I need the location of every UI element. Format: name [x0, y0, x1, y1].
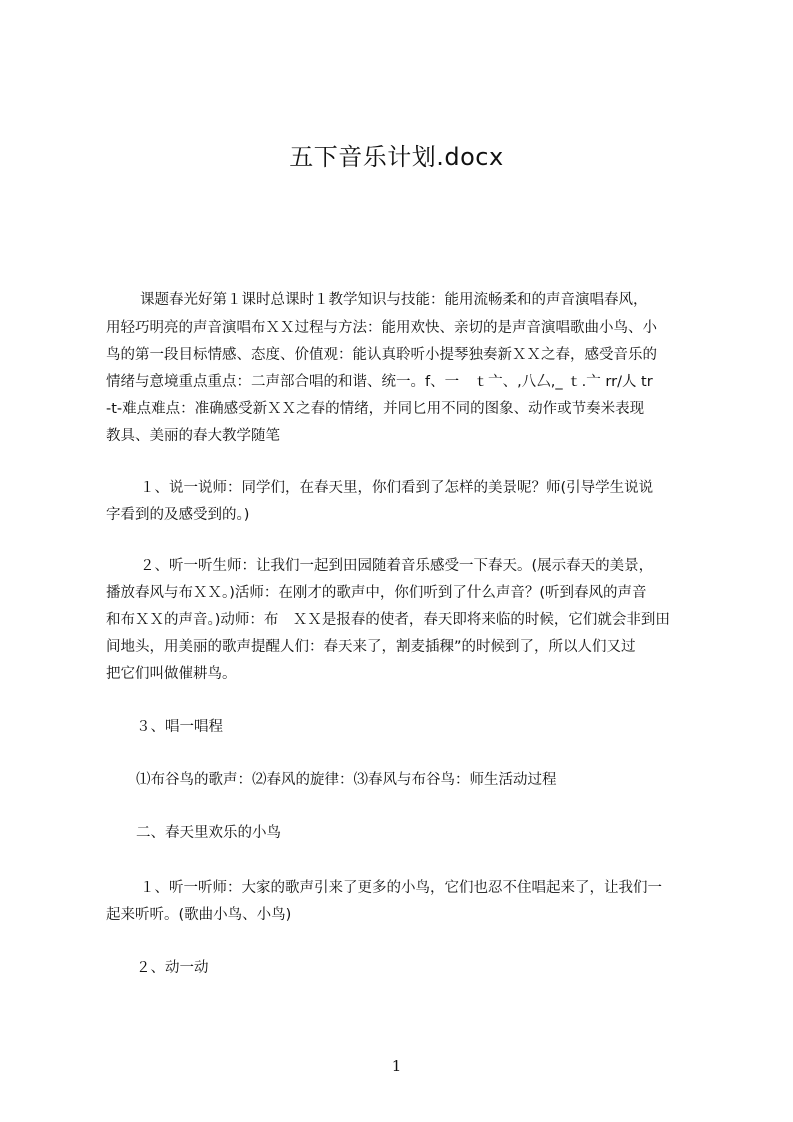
paragraph-line: 课题春光好第１课时总课时１教学知识与技能：能用流畅柔和的声音演唱春风，	[140, 292, 648, 308]
paragraph-line: 教具、美丽的春大教学随笔	[106, 428, 280, 444]
paragraph-line: 用轻巧明亮的声音演唱布ＸＸ过程与方法：能用欢快、亲切的是声音演唱歌曲小鸟、小	[106, 320, 657, 336]
paragraph-line: 字看到的及感受到的。)	[106, 507, 250, 523]
paragraph-line: 鸟的第一段目标情感、态度、价值观：能认真聆听小提琴独奏新ＸＸ之春，感受音乐的	[106, 347, 657, 363]
paragraph-line: ２、听一听生师：让我们一起到田园随着音乐感受一下春天。(展示春天的美景，	[140, 558, 654, 574]
paragraph-line: 间地头，用美丽的歌声提醒人们：春天来了，割麦插稞”的时候到了，所以人们又过	[106, 639, 636, 655]
paragraph-line: １、说一说师：同学们，在春天里，你们看到了怎样的美景呢？师(引导学生说说	[140, 480, 654, 496]
page-number: 1	[391, 1057, 402, 1075]
document-title: 五下音乐计划.docx	[289, 143, 504, 171]
paragraph-line: -t-难点难点：准确感受新ＸＸ之春的情绪，并同匕用不同的图象、动作或节奏米表现	[106, 401, 645, 417]
paragraph-line: 情绪与意境重点重点：二声部合唱的和谐、统一。f、一 ｔ亠、,八厶,_ ｔ.亠 rr/人 tr	[106, 374, 653, 390]
section-heading: 二、春天里欢乐的小鸟	[136, 825, 281, 841]
paragraph-line: ⑴布谷鸟的歌声：⑵春风的旋律：⑶春风与布谷鸟：师生活动过程	[136, 772, 557, 788]
section-heading: ３、唱一唱程	[136, 719, 223, 735]
paragraph-line: 播放春风与布ＸＸ。)活师：在刚才的歌声中，你们听到了什么声音？(听到春风的声音	[106, 585, 647, 601]
section-heading: ２、动一动	[136, 960, 209, 976]
paragraph-line: １、听一听师：大家的歌声引来了更多的小鸟，它们也忍不住唱起来了，让我们一	[140, 880, 662, 896]
paragraph-line: 把它们叫做催耕鸟。	[106, 666, 237, 682]
paragraph-line: 和布ＸＸ的声音。)动师：布 ＸＸ是报春的使者，春天即将来临的时候，它们就会非到田	[106, 612, 670, 628]
paragraph-line: 起来听听。(歌曲小鸟、小鸟)	[106, 907, 292, 923]
